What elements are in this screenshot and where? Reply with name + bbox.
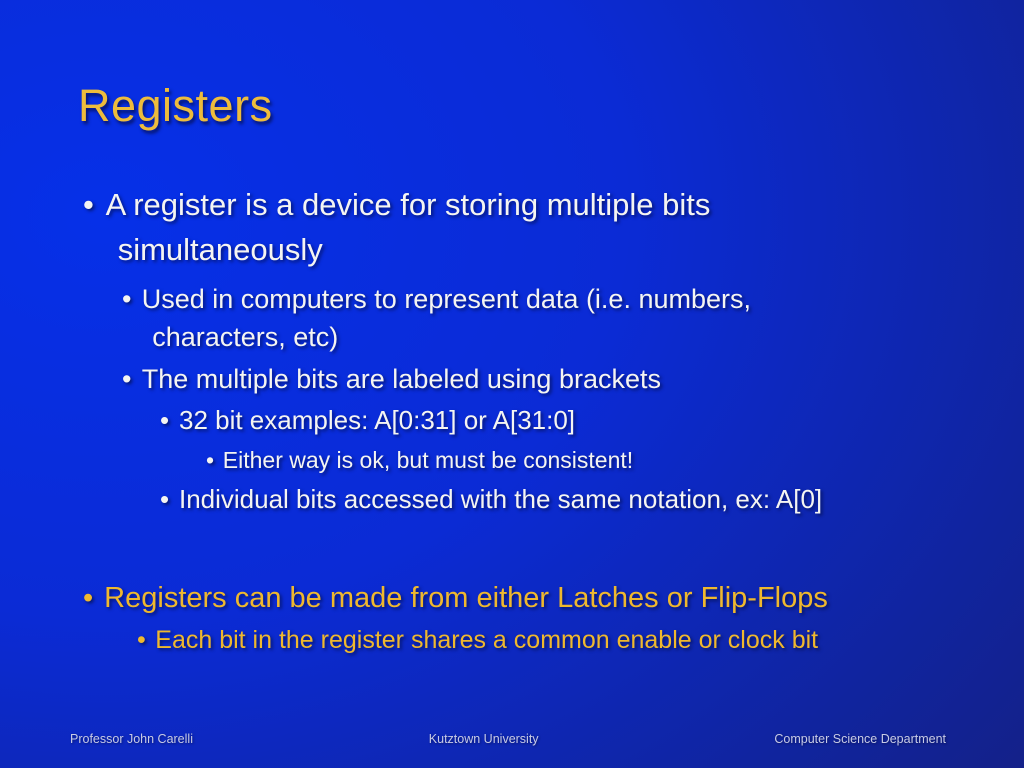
footer-author: Professor John Carelli: [70, 732, 193, 746]
bullet-icon: •: [160, 484, 170, 514]
bullet-item: [122, 360, 1024, 398]
slide-footer: [0, 732, 1024, 746]
bullet-text: 32 bit examples: A[0:31] or A[31:0]: [178, 405, 576, 435]
bullet-icon: •: [83, 582, 94, 614]
bullet-text: Each bit in the register shares a common enable or clock bit: [155, 626, 819, 654]
bullet-item: [160, 402, 1024, 439]
bullet-text: Registers can be made from either Latches or Flip-Flops: [104, 582, 828, 614]
bullet-icon: •: [137, 626, 146, 654]
footer-institution: Kutztown University: [428, 732, 539, 746]
bullet-icon: •: [206, 447, 215, 473]
bullet-item: [206, 443, 1024, 477]
bullet-item: [137, 621, 1024, 659]
bullet-icon: •: [83, 187, 94, 222]
bullet-item: [83, 182, 888, 272]
slide-title: Registers: [78, 80, 273, 131]
bullet-icon: •: [122, 364, 132, 394]
bullet-item: [122, 280, 852, 356]
bullet-icon: •: [122, 284, 132, 314]
bullet-item: [83, 577, 1024, 619]
bullet-text: A register is a device for storing multiple bits simultaneously: [105, 187, 711, 267]
bullet-text: Individual bits accessed with the same notation, ex: A[0]: [178, 484, 823, 514]
bullet-item: [160, 481, 1024, 518]
bullet-text: Either way is ok, but must be consistent!: [222, 447, 634, 473]
bullet-text: Used in computers to represent data (i.e. numbers, characters, etc): [141, 284, 751, 352]
bullet-text: The multiple bits are labeled using brackets: [141, 364, 661, 394]
slide-body: [0, 182, 1024, 663]
bullet-icon: •: [160, 405, 170, 435]
footer-department: Computer Science Department: [774, 732, 946, 746]
